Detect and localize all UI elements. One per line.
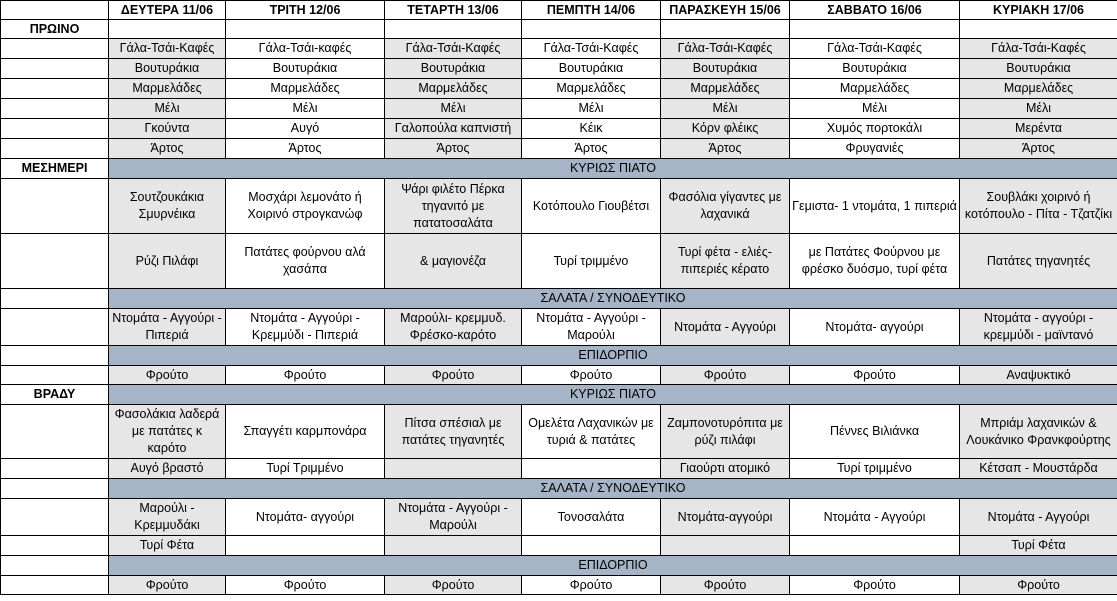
- menu-cell: Φρούτο: [109, 576, 226, 595]
- day-header: ΤΡΙΤΗ 12/06: [226, 1, 385, 20]
- menu-cell: Ρύζι Πιλάφι: [109, 234, 226, 289]
- empty-label-cell: [1, 179, 109, 234]
- menu-cell: Τυρί Φέτα: [109, 536, 226, 556]
- menu-cell: Γεμιστα- 1 ντομάτα, 1 πιπεριά: [790, 179, 960, 234]
- menu-cell: Μέλι: [522, 99, 661, 119]
- menu-cell: Γάλα-Τσάι-Καφές: [109, 39, 226, 59]
- header-row: [1, 1, 1117, 20]
- empty-label-cell: [1, 119, 109, 139]
- menu-cell: [385, 20, 522, 39]
- menu-cell: & μαγιονέζα: [385, 234, 522, 289]
- section-row: [1, 289, 1117, 309]
- menu-cell: [109, 20, 226, 39]
- section-row: [1, 159, 1117, 179]
- menu-cell: Άρτος: [226, 139, 385, 159]
- table-row: [1, 79, 1117, 99]
- menu-cell: Γάλα-Τσάι-Καφές: [790, 39, 960, 59]
- corner-cell: [1, 1, 109, 20]
- empty-label-cell: [1, 39, 109, 59]
- menu-cell: Άρτος: [385, 139, 522, 159]
- menu-cell: Γάλα-Τσάι-Καφές: [960, 39, 1117, 59]
- menu-cell: [522, 20, 661, 39]
- section-header: ΣΑΛΑΤΑ / ΣΥΝΟΔΕΥΤΙΚΟ: [109, 479, 1117, 499]
- menu-cell: Τυρί τριμμένο: [790, 459, 960, 479]
- section-header: ΚΥΡΙΩΣ ΠΙΑΤΟ: [109, 385, 1117, 405]
- menu-cell: Φρούτο: [661, 576, 790, 595]
- day-header: ΚΥΡΙΑΚΗ 17/06: [960, 1, 1117, 20]
- menu-cell: Ντομάτα - Αγγούρι: [960, 499, 1117, 536]
- menu-cell: Ντομάτα - Αγγούρι - Πιπεριά: [109, 309, 226, 346]
- menu-cell: [385, 536, 522, 556]
- menu-cell: [522, 536, 661, 556]
- menu-cell: Μέλι: [109, 99, 226, 119]
- menu-cell: Φασόλια γίγαντες με λαχανικά: [661, 179, 790, 234]
- table-row: [1, 536, 1117, 556]
- menu-cell: Μαρμελάδες: [385, 79, 522, 99]
- menu-cell: Βουτυράκια: [661, 59, 790, 79]
- table-row: [1, 179, 1117, 234]
- menu-cell: Ντομάτα - Αγγούρι - Μαρούλι: [522, 309, 661, 346]
- menu-cell: Βουτυράκια: [226, 59, 385, 79]
- menu-cell: Άρτος: [109, 139, 226, 159]
- menu-cell: Φρούτο: [790, 366, 960, 385]
- menu-cell: Φρούτο: [385, 366, 522, 385]
- menu-cell: Φρούτο: [109, 366, 226, 385]
- section-header: ΕΠΙΔΟΡΠΙΟ: [109, 346, 1117, 366]
- menu-cell: Γάλα-Τσάι-καφές: [226, 39, 385, 59]
- menu-cell: Κέικ: [522, 119, 661, 139]
- menu-cell: Φρούτο: [226, 576, 385, 595]
- empty-label-cell: [1, 479, 109, 499]
- menu-cell: Τυρί Τριμμένο: [226, 459, 385, 479]
- section-header: ΚΥΡΙΩΣ ΠΙΑΤΟ: [109, 159, 1117, 179]
- menu-cell: Φρούτο: [661, 366, 790, 385]
- section-row: [1, 346, 1117, 366]
- table-row: [1, 499, 1117, 536]
- day-header: ΔΕΥΤΕΡΑ 11/06: [109, 1, 226, 20]
- menu-cell: [226, 536, 385, 556]
- menu-cell: Αυγό βραστό: [109, 459, 226, 479]
- menu-cell: Γκούντα: [109, 119, 226, 139]
- table-row: [1, 99, 1117, 119]
- empty-label-cell: [1, 289, 109, 309]
- meal-label-breakfast: ΠΡΩΙΝΟ: [1, 20, 109, 39]
- table-row: [1, 366, 1117, 385]
- table-row: [1, 405, 1117, 459]
- menu-cell: Ντομάτα - Αγγούρι - Κρεμμύδι - Πιπεριά: [226, 309, 385, 346]
- empty-label-cell: [1, 366, 109, 385]
- table-row: [1, 119, 1117, 139]
- menu-cell: Μερέντα: [960, 119, 1117, 139]
- menu-cell: Σπαγγέτι καρμπονάρα: [226, 405, 385, 459]
- section-row: [1, 479, 1117, 499]
- menu-cell: Χυμός πορτοκάλι: [790, 119, 960, 139]
- menu-cell: Βουτυράκια: [960, 59, 1117, 79]
- section-header: ΕΠΙΔΟΡΠΙΟ: [109, 556, 1117, 576]
- menu-cell: [522, 459, 661, 479]
- menu-cell: Γάλα-Τσάι-Καφές: [385, 39, 522, 59]
- menu-cell: Μέλι: [960, 99, 1117, 119]
- menu-cell: Ντομάτα - Αγγούρι: [790, 499, 960, 536]
- day-header: ΠΕΜΠΤΗ 14/06: [522, 1, 661, 20]
- menu-cell: Γάλα-Τσάι-Καφές: [522, 39, 661, 59]
- menu-cell: Ντομάτα - Αγγούρι: [661, 309, 790, 346]
- day-header: ΣΑΒΒΑΤΟ 16/06: [790, 1, 960, 20]
- menu-cell: Κέτσαπ - Μουστάρδα: [960, 459, 1117, 479]
- section-header: ΣΑΛΑΤΑ / ΣΥΝΟΔΕΥΤΙΚΟ: [109, 289, 1117, 309]
- empty-label-cell: [1, 139, 109, 159]
- empty-label-cell: [1, 459, 109, 479]
- empty-label-cell: [1, 499, 109, 536]
- menu-cell: Φρούτο: [226, 366, 385, 385]
- day-header: ΤΕΤΑΡΤΗ 13/06: [385, 1, 522, 20]
- menu-cell: Τυρί τριμμένο: [522, 234, 661, 289]
- menu-cell: Φασολάκια λαδερά με πατάτες κ καρότο: [109, 405, 226, 459]
- table-row: [1, 139, 1117, 159]
- empty-label-cell: [1, 234, 109, 289]
- menu-cell: Τονοσαλάτα: [522, 499, 661, 536]
- empty-label-cell: [1, 536, 109, 556]
- menu-cell: Φρυγανιές: [790, 139, 960, 159]
- menu-cell: Ντομάτα- αγγούρι: [226, 499, 385, 536]
- menu-cell: Ομελέτα Λαχανικών με τυριά & πατάτες: [522, 405, 661, 459]
- menu-cell: Άρτος: [960, 139, 1117, 159]
- menu-cell: [226, 20, 385, 39]
- menu-cell: Σουτζουκάκια Σμυρνέικα: [109, 179, 226, 234]
- menu-cell: Τυρί φέτα - ελιές- πιπεριές κέρατο: [661, 234, 790, 289]
- empty-label-cell: [1, 99, 109, 119]
- menu-cell: Γάλα-Τσάι-Καφές: [661, 39, 790, 59]
- table-row: [1, 59, 1117, 79]
- menu-cell: Σουβλάκι χοιρινό ή κοτόπουλο - Πίτα - Τζατζίκι: [960, 179, 1117, 234]
- empty-label-cell: [1, 309, 109, 346]
- day-header: ΠΑΡΑΣΚΕΥΗ 15/06: [661, 1, 790, 20]
- table-row: [1, 234, 1117, 289]
- table-row: [1, 459, 1117, 479]
- menu-cell: Μέλι: [790, 99, 960, 119]
- menu-cell: Μαρμελάδες: [661, 79, 790, 99]
- menu-cell: Κόρν φλέικς: [661, 119, 790, 139]
- menu-cell: Μαρμελάδες: [790, 79, 960, 99]
- menu-cell: Μαρμελάδες: [960, 79, 1117, 99]
- menu-cell: Ψάρι φιλέτο Πέρκα τηγανιτό με πατατοσαλάτα: [385, 179, 522, 234]
- menu-cell: Φρούτο: [385, 576, 522, 595]
- menu-cell: Μέλι: [226, 99, 385, 119]
- menu-cell: Φρούτο: [522, 576, 661, 595]
- menu-cell: Φρούτο: [960, 576, 1117, 595]
- section-row: [1, 556, 1117, 576]
- menu-cell: [661, 536, 790, 556]
- menu-cell: Μαρούλι - Κρεμμυδάκι: [109, 499, 226, 536]
- menu-cell: Φρούτο: [522, 366, 661, 385]
- menu-cell: Βουτυράκια: [109, 59, 226, 79]
- menu-cell: Βουτυράκια: [522, 59, 661, 79]
- empty-label-cell: [1, 405, 109, 459]
- table-row: [1, 309, 1117, 346]
- menu-cell: Άρτος: [661, 139, 790, 159]
- empty-label-cell: [1, 79, 109, 99]
- table-row: [1, 39, 1117, 59]
- menu-cell: Μαρμελάδες: [226, 79, 385, 99]
- menu-cell: Ντομάτα - Αγγούρι - Μαρούλι: [385, 499, 522, 536]
- section-row: [1, 385, 1117, 405]
- meal-label-lunch: ΜΕΣΗΜΕΡΙ: [1, 159, 109, 179]
- menu-cell: Μέλι: [385, 99, 522, 119]
- menu-cell: Πατάτες τηγανητές: [960, 234, 1117, 289]
- menu-cell: Γαλοπούλα καπνιστή: [385, 119, 522, 139]
- menu-cell: [385, 459, 522, 479]
- menu-cell: [960, 20, 1117, 39]
- empty-label-cell: [1, 576, 109, 595]
- menu-cell: Πέννες Βιλιάνκα: [790, 405, 960, 459]
- menu-cell: Ντομάτα - αγγούρι - κρεμμύδι - μαϊντανό: [960, 309, 1117, 346]
- menu-cell: [790, 536, 960, 556]
- menu-cell: Ντομάτα-αγγούρι: [661, 499, 790, 536]
- menu-cell: Αυγό: [226, 119, 385, 139]
- menu-cell: Βουτυράκια: [385, 59, 522, 79]
- menu-cell: Πατάτες φούρνου αλά χασάπα: [226, 234, 385, 289]
- menu-cell: Μοσχάρι λεμονάτο ή Χοιρινό στρογκανώφ: [226, 179, 385, 234]
- menu-cell: [790, 20, 960, 39]
- table-row: [1, 576, 1117, 595]
- meal-label-dinner: ΒΡΑΔΥ: [1, 385, 109, 405]
- menu-cell: [661, 20, 790, 39]
- empty-label-cell: [1, 346, 109, 366]
- table-row: [1, 20, 1117, 39]
- menu-cell: Κοτόπουλο Γιουβέτσι: [522, 179, 661, 234]
- menu-cell: Ντομάτα- αγγούρι: [790, 309, 960, 346]
- menu-cell: Βουτυράκια: [790, 59, 960, 79]
- menu-cell: Μπριάμ λαχανικών & Λουκάνικο Φρανκφούρτης: [960, 405, 1117, 459]
- menu-cell: Ζαμπονοτυρόπιτα με ρύζι πιλάφι: [661, 405, 790, 459]
- menu-cell: Γιαούρτι ατομικό: [661, 459, 790, 479]
- menu-cell: Μαρμελάδες: [109, 79, 226, 99]
- menu-cell: Μαρούλι- κρεμμυδ. Φρέσκο-καρότο: [385, 309, 522, 346]
- menu-cell: Πίτσα σπέσιαλ με πατάτες τηγανητές: [385, 405, 522, 459]
- menu-cell: Άρτος: [522, 139, 661, 159]
- menu-cell: Μαρμελάδες: [522, 79, 661, 99]
- empty-label-cell: [1, 556, 109, 576]
- menu-cell: Αναψυκτικό: [960, 366, 1117, 385]
- menu-cell: με Πατάτες Φούρνου με φρέσκο δυόσμο, τυρί φέτα: [790, 234, 960, 289]
- menu-cell: Μέλι: [661, 99, 790, 119]
- empty-label-cell: [1, 59, 109, 79]
- menu-cell: Τυρί Φέτα: [960, 536, 1117, 556]
- menu-cell: Φρούτο: [790, 576, 960, 595]
